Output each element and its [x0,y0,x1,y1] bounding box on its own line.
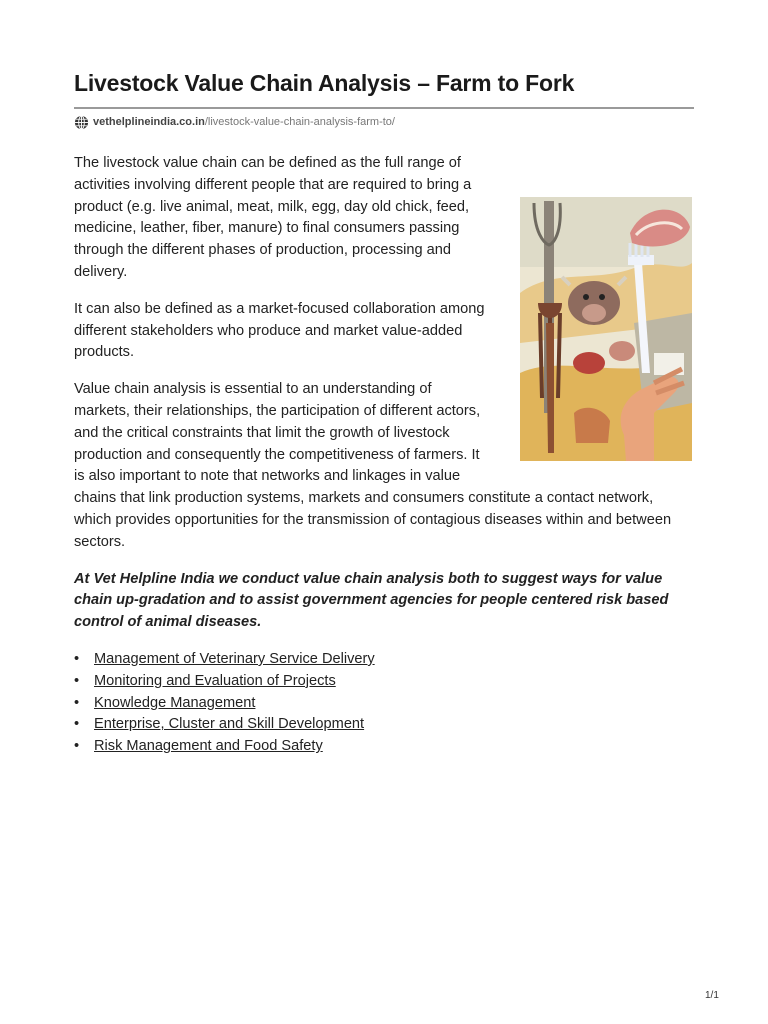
page-number: 1/1 [705,990,719,1001]
service-link-veterinary-service-delivery[interactable]: Management of Veterinary Service Delivery [94,650,375,667]
source-url[interactable] [74,114,395,130]
service-link-risk-management-food-safety[interactable]: Risk Management and Food Safety [94,738,323,755]
source-path[interactable]: /livestock-value-chain-analysis-farm-to/ [204,116,395,128]
globe-icon [74,115,89,130]
list-item [74,649,694,671]
source-domain[interactable]: vethelplineindia.co.in [93,116,205,128]
service-link-knowledge-management[interactable]: Knowledge Management [94,694,256,711]
article-body [74,153,694,758]
mission-statement: At Vet Helpline India we conduct value chain analysis both to suggest ways for value chain up-gradation and to assist government agencies for people centered risk based control of animal diseases. [74,570,669,631]
title-divider [74,107,694,109]
page-title: Livestock Value Chain Analysis – Farm to Fork [74,70,575,96]
farm-to-fork-illustration [514,173,706,461]
article-paragraph: Value chain analysis is essential to an understanding of markets, their relationships, the participation of different actors, and the critical constraints that limit the growth of livestock production and consequently the competitiveness of farmers. It is also important to note that networks and linkages in value chains that link production systems, markets and consumers constitute a contact network, which provides opportunities for the transmission of contagious diseases within and between sectors. [74,381,672,550]
list-item [74,714,694,736]
service-link-enterprise-cluster-skill[interactable]: Enterprise, Cluster and Skill Development [94,716,365,733]
services-list [74,649,694,758]
article-paragraph: The livestock value chain can be defined as the full range of activities involving different people that are required to bring a product (e.g. live animal, meat, milk, egg, day old chick, feed, medicine, leather, fiber, manure) to final consumers passing through the different phases of production, processing and delivery. [74,155,472,280]
article-paragraph: It can also be defined as a market-focused collaboration among different stakeholders who produce and market value-added products. [74,300,485,361]
service-link-monitoring-evaluation[interactable]: Monitoring and Evaluation of Projects [94,672,336,689]
list-item [74,671,694,693]
list-item [74,736,694,758]
list-item [74,693,694,715]
